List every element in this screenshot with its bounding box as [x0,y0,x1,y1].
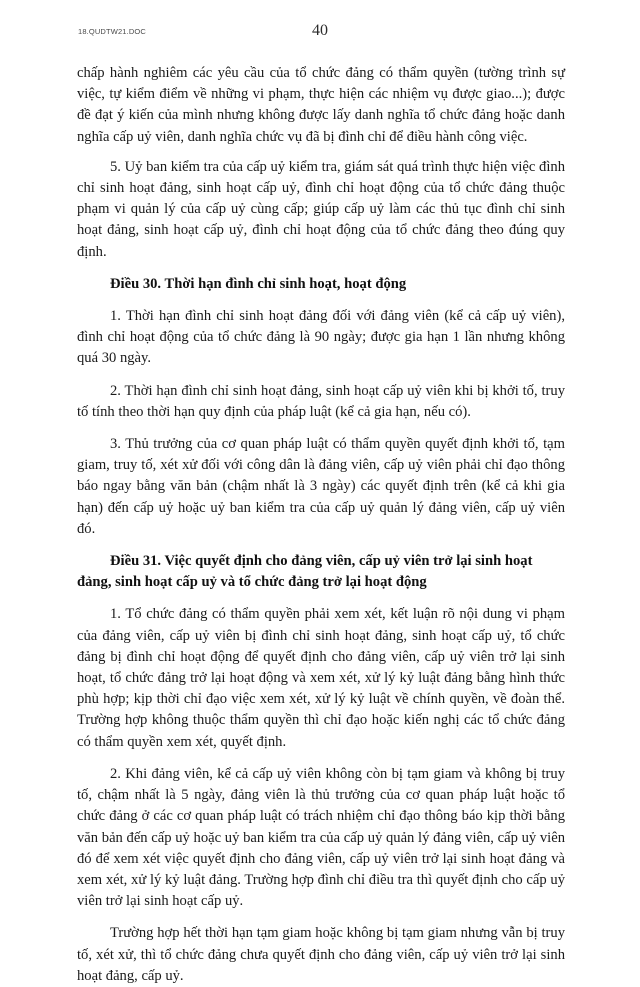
document-body [77,63,565,987]
dieu-30-paragraph-2: 2. Thời hạn đình chỉ sinh hoạt đảng, sinh hoạt cấp uỷ viên khi bị khởi tố, truy tố tính theo thời hạn quy định của pháp luật (kể cả gia hạn, nếu có). [77,382,565,420]
paragraph-spacer [77,753,565,764]
page-header [0,22,640,48]
paragraph-continued: chấp hành nghiêm các yêu cầu của tổ chức đảng có thẩm quyền (tường trình sự việc, tự kiểm điểm về những vi phạm, thực hiện các nhiệm vụ được giao...); được đề đạt ý kiến của mình nhưng không được lấy danh nghĩa tổ chức đảng hoặc danh nghĩa cấp uỷ viên, danh nghĩa chức vụ đã bị đình chỉ để điều hành công việc. [77,65,565,145]
page-number: 40 [312,22,328,39]
document-code-label: 18.QUDTW21.DOC [78,27,146,36]
dieu-31-paragraph-2: 2. Khi đảng viên, kể cả cấp uỷ viên không còn bị tạm giam và không bị truy tố, chậm nhất là 5 ngày, đảng viên là thủ trưởng của cơ quan pháp luật hoặc tổ chức đảng ở các cơ quan pháp luật có trách nhiệm chỉ đạo thông báo kịp thời bằng văn bản đến cấp uỷ hoặc uỷ ban kiểm tra của cấp uỷ quản lý đảng viên, cấp uỷ viên đó để xem xét việc quyết định cho đảng viên, cấp uỷ viên trở lại sinh hoạt đảng và xem xét, xử lý kỷ luật đảng. Trường hợp đình chỉ điều tra thì quyết định cho cấp uỷ viên trở lại sinh hoạt cấp uỷ. [77,765,565,910]
paragraph-spacer [77,912,565,923]
section-heading-dieu-30: Điều 30. Thời hạn đình chỉ sinh hoạt, hoạt động [110,275,407,292]
paragraph-spacer [77,423,565,434]
section-heading-dieu-31: Điều 31. Việc quyết định cho đảng viên, cấp uỷ viên trở lại sinh hoạt đảng, sinh hoạt cấp uỷ và tổ chức đảng trở lại hoạt động [77,553,533,591]
dieu-31-paragraph-1: 1. Tổ chức đảng có thẩm quyền phải xem xét, kết luận rõ nội dung vi phạm của đảng viên, cấp uỷ viên bị đình chỉ sinh hoạt đảng, sinh hoạt cấp uỷ, tổ chức đảng bị đình chỉ hoạt động để quyết định cho đảng viên, cấp uỷ viên trở lại sinh hoạt, tổ chức đảng trở lại hoạt động và xem xét, xử lý kỷ luật đảng bằng hình thức phù hợp; kịp thời chỉ đạo việc xem xét, xử lý kỷ luật về chính quyền, về đoàn thể. Trường hợp không thuộc thẩm quyền thì chỉ đạo hoặc kiến nghị các tổ chức đảng có thẩm quyền xem xét, quyết định. [77,606,565,750]
paragraph-spacer [77,263,565,274]
paragraph-spacer [77,540,565,551]
dieu-30-paragraph-3: 3. Thủ trưởng của cơ quan pháp luật có thẩm quyền quyết định khởi tố, tạm giam, truy tố, xét xử đối với công dân là đảng viên, cấp uỷ viên phải chỉ đạo thông báo ngay bằng văn bản (chậm nhất là 3 ngày) các quyết định trên (kể cả khi gia hạn) đến cấp uỷ hoặc uỷ ban kiểm tra của cấp uỷ quản lý đảng viên, cấp uỷ viên đó. [77,436,565,537]
paragraph-spacer [77,370,565,381]
paragraph-spacer [77,295,565,306]
paragraph-spacer [77,148,565,157]
paragraph-item-5: 5. Uỷ ban kiểm tra của cấp uỷ kiểm tra, giám sát quá trình thực hiện việc đình chỉ sinh hoạt đảng, sinh hoạt cấp uỷ, đình chỉ hoạt động của tổ chức đảng thuộc phạm vi quản lý của cấp uỷ cùng cấp; giúp cấp uỷ làm các thủ tục đình chỉ sinh hoạt đảng, sinh hoạt cấp uỷ, đình chỉ hoạt động của tổ chức đảng theo đúng quy định. [77,158,565,260]
dieu-31-paragraph-3: Trường hợp hết thời hạn tạm giam hoặc không bị tạm giam nhưng vẫn bị truy tố, xét xử, thì tổ chức đảng chưa quyết định cho đảng viên, cấp uỷ viên trở lại sinh hoạt đảng, cấp uỷ. [77,925,565,984]
paragraph-spacer [77,593,565,604]
dieu-30-paragraph-1: 1. Thời hạn đình chỉ sinh hoạt đảng đối với đảng viên (kể cả cấp uỷ viên), đình chỉ hoạt động của tổ chức đảng là 90 ngày; được gia hạn 1 lần nhưng không quá 30 ngày. [77,308,565,367]
